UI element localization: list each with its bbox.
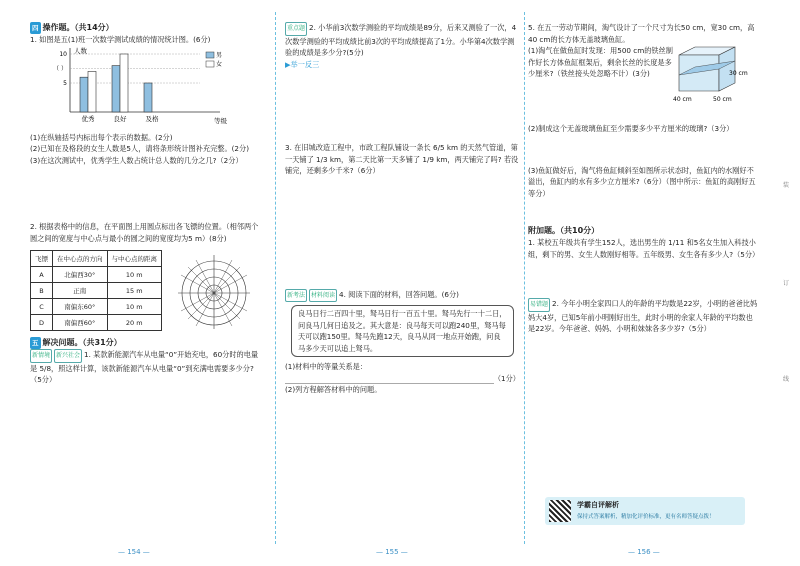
problem-5-sub3: (3)鱼缸做好后，淘气将鱼缸倾斜至如图所示状态时，鱼缸内的水刚好不溢出，鱼缸内的水有多少立方厘米?（6分）（图中所示：鱼缸的高刚好五等分） — [528, 165, 756, 198]
table-cell: A — [31, 267, 53, 283]
table-header: 与中心点的距离 — [107, 251, 162, 267]
problem-5: 5. 在五一劳动节期间，淘气设计了一个尺寸为长50 cm，宽30 cm，高40 cm的长方体无盖玻璃鱼缸。 — [528, 23, 755, 44]
bar-女 — [120, 54, 128, 112]
table-cell: 20 m — [107, 315, 162, 331]
page-number: — 155 — — [376, 548, 408, 556]
x-axis-label: 等级 — [214, 116, 227, 125]
self-check-banner[interactable] — [545, 497, 745, 525]
question-1: 1. 如图是五(1)班一次数学测试成绩的情况统计图。(6分) — [30, 35, 211, 44]
tag: 材料阅读 — [309, 289, 337, 303]
legend-swatch — [206, 61, 214, 67]
table-cell: 15 m — [107, 283, 162, 299]
question-2: 2. 根据表格中的信息，在平面图上用圆点标出各飞镖的位置。（相邻两个圆之间的宽度与中心点与最小的圆之间的宽度均为5 m）(8分) — [30, 222, 259, 243]
question-1-sub3: (3)在这次测试中，优秀学生人数占统计总人数的几分之几?（2分） — [30, 155, 243, 165]
section-title: 操作题。（共14分） — [42, 23, 114, 32]
bar-chart — [30, 46, 240, 128]
table-cell: 南偏东60° — [53, 299, 108, 315]
column-3 — [528, 22, 758, 536]
page-number: — 156 — — [628, 548, 660, 556]
extra-problem-1: 1. 某校五年级共有学生152人，选出男生的 1/11 和5名女生加入科技小组，剩下的男、女生人数刚好相等。五年级男、女生各有多少人?（5分） — [528, 238, 760, 259]
problem-5-sub2: (2)制成这个无盖玻璃鱼缸至少需要多少平方厘米的玻璃?（3分） — [528, 124, 734, 133]
extra-section-heading: 附加题。（共10分） — [528, 226, 600, 235]
dim-label: 30 cm — [729, 70, 748, 77]
problem-4-sub2: (2)列方程解答材料中的问题。 — [285, 385, 382, 394]
table-cell: D — [31, 315, 53, 331]
dart-table — [30, 250, 162, 331]
fish-tank-diagram — [673, 45, 753, 105]
problem-1-text: 1. 某款新能源汽车从电量“0”开始充电，60分时的电量是 5/8，照这样计算，该款新能源汽车从电量“0”到充满电需要多少分?（5分） — [30, 350, 259, 384]
y-tick-label: 10 — [59, 50, 67, 58]
problem-1 — [30, 349, 265, 386]
table-cell: 北偏西30° — [53, 267, 108, 283]
y-tick-label: （ ） — [53, 65, 67, 72]
tag: 重点题 — [285, 22, 307, 36]
answer-line[interactable] — [285, 373, 494, 384]
column-divider — [275, 12, 276, 544]
table-header: 在中心点的方向 — [53, 251, 108, 267]
reading-passage: 良马日行二百四十里，驽马日行一百五十里。驽马先行一十二日，问良马几何日追及之。其大意是：良马每天可以跑240里，驽马每天可以跑150里。驽马先跑12天，良马从同一地点开始跑，问良马多少天可以追上驽马。 — [291, 305, 514, 357]
legend-swatch — [206, 52, 214, 58]
table-row — [31, 299, 162, 315]
table-cell: 10 m — [107, 299, 162, 315]
question-1-sub2: (2)已知在及格段的女生人数是5人，请将条形统计图补充完整。(2分) — [30, 144, 250, 153]
section-5-heading — [30, 337, 265, 349]
problem-2-text: 2. 小华前3次数学测验的平均成绩是89分，后来又测验了一次，4次数学测验的平均成绩比前3次的平均成绩提高了1分。小华第4次数学测验的成绩是多少分?(5分) — [285, 23, 517, 57]
y-tick-label: 5 — [63, 79, 67, 87]
question-1-sub1: (1)在纵轴括号内标出每个表示的数据。(2分) — [30, 132, 173, 142]
tag: 新考法 — [285, 289, 307, 303]
bar-男 — [112, 65, 120, 111]
binding-mark: 装 — [783, 182, 790, 189]
problem-3: 3. 在旧城改造工程中，市政工程队铺设一条长 6/5 km 的天然气管道，第一天铺了 1/3 km，第二天比第一天多铺了 1/9 km，两天铺完了吗? 若没铺完，还剩多少千米?（6分） — [285, 143, 519, 175]
y-axis-label: 人数 — [74, 46, 87, 55]
table-cell: 10 m — [107, 267, 162, 283]
x-tick-label: 优秀 — [81, 114, 95, 123]
table-row — [31, 267, 162, 283]
x-tick-label: 良好 — [113, 114, 127, 123]
tag: 新情境 — [30, 349, 52, 363]
bar-男 — [144, 83, 152, 112]
concentric-circles-diagram — [174, 251, 254, 331]
dim-label: 40 cm — [673, 96, 692, 103]
tag: 新兴社会 — [54, 349, 82, 363]
bar-女 — [88, 71, 96, 112]
score: （1分） — [493, 373, 520, 383]
table-row — [31, 283, 162, 299]
bar-男 — [80, 77, 88, 112]
extra-problem-2-text: 2. 今年小明全家四口人的年龄的平均数是22岁，小明的爸爸比妈妈大4岁，已知5年前小明刚好出生，此时小明的余家人年龄的平均数也是22岁。今年爸爸、妈妈、小明和妹妹各多少岁?（5分） — [528, 299, 758, 333]
column-divider — [524, 12, 525, 544]
banner-subtitle: 保持式答案解析，精加化评价标准，更有名师答疑点拨！ — [577, 514, 715, 520]
extra-problem-2 — [528, 298, 758, 335]
table-header: 飞镖 — [31, 251, 53, 267]
binding-mark: 线 — [783, 376, 790, 383]
table-cell: C — [31, 299, 53, 315]
column-2 — [285, 22, 520, 536]
legend-label: 女 — [216, 60, 223, 68]
tag: 易错题 — [528, 298, 550, 312]
problem-5-sub1: (1)淘气在做鱼缸时发现：用500 cm的铁丝制作好长方体鱼缸框架后，剩余长丝的长度是多少厘米?（铁丝接头处忽略不计）(3分) — [528, 46, 673, 78]
dim-label: 50 cm — [713, 96, 732, 103]
section-title: 解决问题。（共31分） — [42, 338, 122, 347]
x-tick-label: 及格 — [145, 114, 159, 123]
section-badge: 四 — [32, 24, 39, 32]
table-cell: 正南 — [53, 283, 108, 299]
legend-label: 男 — [216, 51, 223, 59]
banner-title: 学霸自评解析 — [577, 501, 619, 509]
column-1 — [30, 22, 265, 536]
table-cell: 南偏西60° — [53, 315, 108, 331]
page-number: — 154 — — [118, 548, 150, 556]
table-row — [31, 315, 162, 331]
problem-2 — [285, 22, 520, 59]
qr-code-icon — [549, 500, 571, 522]
binding-mark: 订 — [783, 280, 790, 287]
problem-4-sub1: (1)材料中的等量关系是： — [285, 362, 368, 371]
problem-4 — [285, 289, 520, 303]
section-badge: 五 — [32, 339, 39, 347]
section-4-heading — [30, 22, 265, 34]
practice-link[interactable]: ▶举一反三 — [285, 59, 320, 69]
problem-4-text: 4. 阅读下面的材料，回答问题。(6分) — [339, 289, 459, 299]
table-cell: B — [31, 283, 53, 299]
